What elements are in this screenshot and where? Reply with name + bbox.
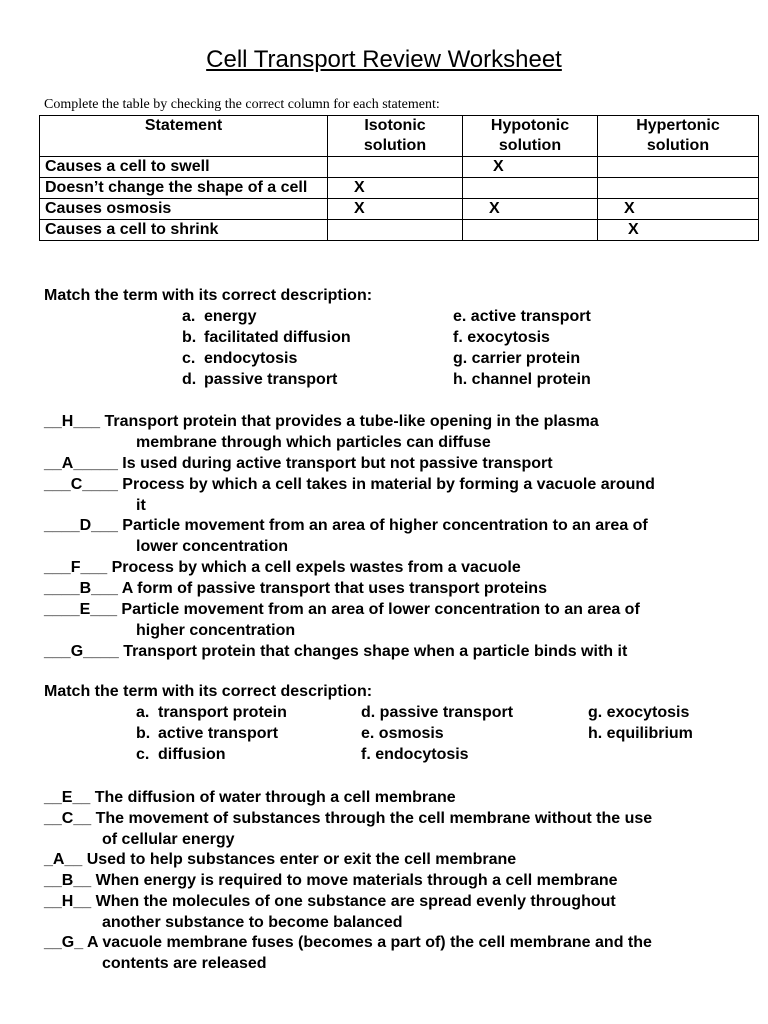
option-letter: c. — [182, 350, 196, 367]
option-item: g. exocytosis — [588, 704, 690, 721]
table-row — [40, 157, 759, 178]
answer-blank: ____E___ — [44, 601, 117, 618]
isotonic-mark: X — [328, 199, 463, 220]
isotonic-mark — [328, 157, 463, 178]
answer-blank: ____B___ — [44, 580, 118, 597]
answer-blank: __H___ — [44, 413, 101, 430]
table-row — [40, 220, 759, 241]
option-item — [182, 371, 337, 389]
question-text: Is used during active transport but not passive transport — [122, 455, 553, 472]
question-text-cont: lower concentration — [136, 538, 289, 555]
question-text: The diffusion of water through a cell membrane — [94, 789, 456, 806]
question-text-cont: contents are released — [102, 955, 267, 972]
hypertonic-mark: X — [598, 220, 759, 241]
question-text: When energy is required to move materials through a cell membrane — [95, 872, 618, 889]
question-item — [44, 578, 724, 599]
hypotonic-mark — [463, 220, 598, 241]
question-item — [44, 891, 724, 933]
question-item — [44, 599, 724, 641]
option-item: d. passive transport — [361, 704, 514, 721]
option-term: active transport — [158, 725, 279, 742]
worksheet-title: Cell Transport Review Worksheet — [206, 46, 562, 73]
question-item — [44, 849, 724, 870]
question-text-cont: another substance to become balanced — [102, 914, 403, 931]
question-item — [44, 453, 724, 474]
option-item — [136, 725, 278, 743]
hypotonic-mark: X — [463, 157, 598, 178]
option-item — [182, 350, 297, 368]
option-letter: b. — [182, 329, 197, 346]
question-text-cont: membrane through which particles can diffuse — [136, 434, 491, 451]
hypotonic-mark — [463, 178, 598, 199]
row-statement: Causes a cell to shrink — [40, 220, 328, 241]
header-isotonic: Isotonic solution — [328, 116, 463, 157]
option-letter: c. — [136, 746, 150, 763]
option-item: e. active transport — [453, 308, 591, 325]
question-text: Process by which a cell takes in material by forming a vacuole around — [122, 476, 655, 493]
question-item — [44, 932, 724, 974]
table-row — [40, 178, 759, 199]
question-text: Particle movement from an area of higher concentration to an area of — [122, 517, 648, 534]
answer-blank: __G_ — [44, 934, 84, 951]
answer-blank: __E__ — [44, 789, 91, 806]
hypotonic-mark: X — [463, 199, 598, 220]
question-item — [44, 870, 724, 891]
option-term: endocytosis — [204, 350, 298, 367]
isotonic-mark: X — [328, 178, 463, 199]
hypertonic-mark — [598, 157, 759, 178]
tonicity-table — [39, 115, 759, 241]
table-instructions: Complete the table by checking the correct column for each statement: — [44, 97, 440, 112]
question-item — [44, 515, 724, 557]
option-item: h. equilibrium — [588, 725, 693, 742]
header-hypertonic: Hypertonic solution — [598, 116, 759, 157]
hypertonic-mark — [598, 178, 759, 199]
question-text: Used to help substances enter or exit the cell membrane — [86, 851, 517, 868]
option-item: f. exocytosis — [453, 329, 550, 346]
question-item — [44, 808, 724, 850]
answer-blank: __A_____ — [44, 455, 118, 472]
section1-heading: Match the term with its correct description: — [44, 287, 373, 304]
option-item — [136, 746, 226, 764]
question-item — [44, 411, 724, 453]
question-text: A form of passive transport that uses transport proteins — [121, 580, 547, 597]
hypertonic-mark: X — [598, 199, 759, 220]
answer-blank: __B__ — [44, 872, 92, 889]
option-letter: a. — [182, 308, 196, 325]
answer-blank: ___G____ — [44, 643, 119, 660]
option-item — [136, 704, 287, 722]
question-text: Particle movement from an area of lower concentration to an area of — [121, 601, 640, 618]
option-item: h. channel protein — [453, 371, 591, 388]
question-text: Transport protein that changes shape when a particle binds with it — [123, 643, 628, 660]
table-row — [40, 199, 759, 220]
option-item: e. osmosis — [361, 725, 444, 742]
option-letter: a. — [136, 704, 150, 721]
row-statement: Doesn’t change the shape of a cell — [40, 178, 328, 199]
option-letter: b. — [136, 725, 151, 742]
question-text: Transport protein that provides a tube-like opening in the plasma — [104, 413, 599, 430]
header-statement: Statement — [40, 116, 328, 157]
question-item — [44, 557, 724, 578]
question-text: Process by which a cell expels wastes from a vacuole — [111, 559, 521, 576]
answer-blank: ____D___ — [44, 517, 118, 534]
option-item — [182, 308, 256, 326]
row-statement: Causes a cell to swell — [40, 157, 328, 178]
option-item: g. carrier protein — [453, 350, 581, 367]
option-item: f. endocytosis — [361, 746, 469, 763]
answer-blank: __H__ — [44, 893, 92, 910]
question-item — [44, 641, 724, 662]
question-text-cont: higher concentration — [136, 622, 296, 639]
question-text: A vacuole membrane fuses (becomes a part of) the cell membrane and the — [87, 934, 652, 951]
table-header-row — [40, 116, 759, 157]
question-text: The movement of substances through the cell membrane without the use — [95, 810, 653, 827]
question-item — [44, 474, 724, 516]
option-term: diffusion — [158, 746, 226, 763]
option-item — [182, 329, 351, 347]
answer-blank: _A__ — [44, 851, 83, 868]
question-item — [44, 787, 724, 808]
question-text: When the molecules of one substance are spread evenly throughout — [95, 893, 616, 910]
question-text-cont: of cellular energy — [102, 831, 235, 848]
section2-heading: Match the term with its correct description: — [44, 683, 373, 700]
row-statement: Causes osmosis — [40, 199, 328, 220]
header-hypotonic: Hypotonic solution — [463, 116, 598, 157]
option-term: energy — [204, 308, 257, 325]
answer-blank: ___C____ — [44, 476, 118, 493]
answer-blank: __C__ — [44, 810, 92, 827]
option-term: transport protein — [158, 704, 287, 721]
option-term: facilitated diffusion — [204, 329, 351, 346]
option-letter: d. — [182, 371, 197, 388]
option-term: passive transport — [204, 371, 338, 388]
answer-blank: ___F___ — [44, 559, 108, 576]
question-text-cont: it — [136, 497, 146, 514]
isotonic-mark — [328, 220, 463, 241]
